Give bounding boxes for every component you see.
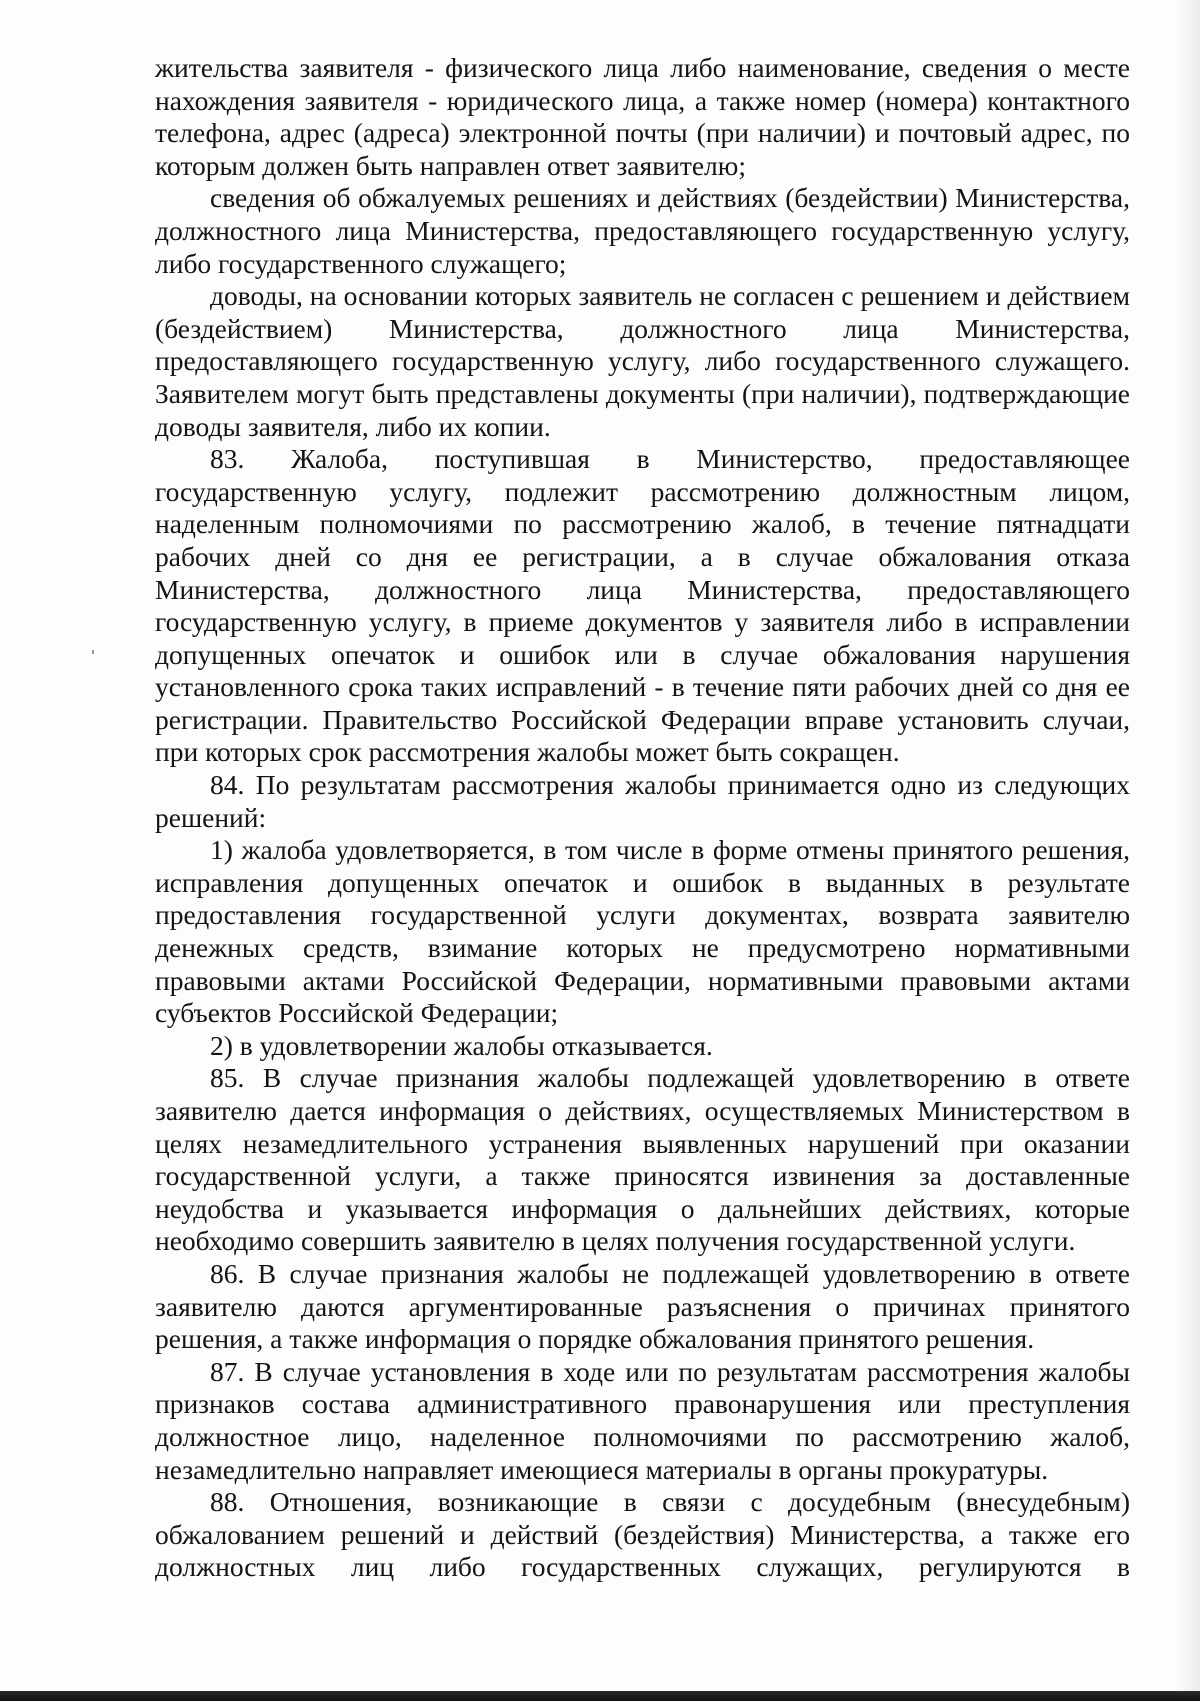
paragraph-applicant-address: жительства заявителя - физического лица либо наименование, сведения о месте нахождения заявителя - юридического лица, а также номер (номера) контактного телефона, адрес (адреса) электронной почты (при наличии) и почтовый адрес, по которым должен быть направлен ответ заявителю; bbox=[155, 52, 1130, 181]
paragraph-84: 84. По результатам рассмотрения жалобы принимается одно из следующих решений: bbox=[155, 769, 1130, 833]
paragraph-83: 83. Жалоба, поступившая в Министерство, предоставляющее государственную услугу, подлежит рассмотрению должностным лицом, наделенным полномочиями по рассмотрению жалоб, в течение пятнадцати рабочих дней со дня ее регистрации, а в случае обжалования отказа Министерства, должностного лица Министерства, предоставляющего государственную услугу, в приеме документов у заявителя либо в исправлении допущенных опечаток и ошибок или в случае обжалования нарушения установленного срока таких исправлений - в течение пяти рабочих дней со дня ее регистрации. Правительство Российской Федерации вправе установить случаи, при которых срок рассмотрения жалобы может быть сокращен. bbox=[155, 443, 1130, 768]
paragraph-appealed-decisions: сведения об обжалуемых решениях и действиях (бездействии) Министерства, должностного лица Министерства, предоставляющего государственную услугу, либо государственного служащего; bbox=[155, 182, 1130, 279]
paragraph-84-item-1: 1) жалоба удовлетворяется, в том числе в форме отмены принятого решения, исправления допущенных опечаток и ошибок в выданных в результате предоставления государственной услуги документах, возврата заявителю денежных средств, взимание которых не предусмотрено нормативными правовыми актами Российской Федерации, нормативными правовыми актами субъектов Российской Федерации; bbox=[155, 834, 1130, 1029]
document-body bbox=[155, 52, 1130, 1584]
scan-edge-shadow bbox=[1176, 0, 1200, 1691]
paragraph-arguments: доводы, на основании которых заявитель не согласен с решением и действием (бездействием) Министерства, должностного лица Министерства, предоставляющего государственную услугу, либо государственного служащего. Заявителем могут быть представлены документы (при наличии), подтверждающие доводы заявителя, либо их копии. bbox=[155, 280, 1130, 442]
paragraph-84-item-2: 2) в удовлетворении жалобы отказывается. bbox=[210, 1029, 713, 1061]
paragraph-88: 88. Отношения, возникающие в связи с досудебным (внесудебным) обжалованием решений и действий (бездействия) Министерства, а также его должностных лиц либо государственных служащих, регулируются в bbox=[155, 1486, 1130, 1583]
scan-speck bbox=[92, 650, 94, 654]
paragraph-86: 86. В случае признания жалобы не подлежащей удовлетворению в ответе заявителю даются аргументированные разъяснения о причинах принятого решения, а также информация о порядке обжалования принятого решения. bbox=[155, 1257, 1130, 1355]
paragraph-85: 85. В случае признания жалобы подлежащей удовлетворению в ответе заявителю дается информация о действиях, осуществляемых Министерством в целях незамедлительного устранения выявленных нарушений при оказании государственной услуги, а также приносятся извинения за доставленные неудобства и указывается информация о дальнейших действиях, которые необходимо совершить заявителю в целях получения государственной услуги. bbox=[155, 1062, 1130, 1257]
scan-bottom-edge bbox=[0, 1691, 1200, 1701]
paragraph-87: 87. В случае установления в ходе или по результатам рассмотрения жалобы признаков состава административного правонарушения или преступления должностное лицо, наделенное полномочиями по рассмотрению жалоб, незамедлительно направляет имеющиеся материалы в органы прокуратуры. bbox=[155, 1355, 1130, 1485]
